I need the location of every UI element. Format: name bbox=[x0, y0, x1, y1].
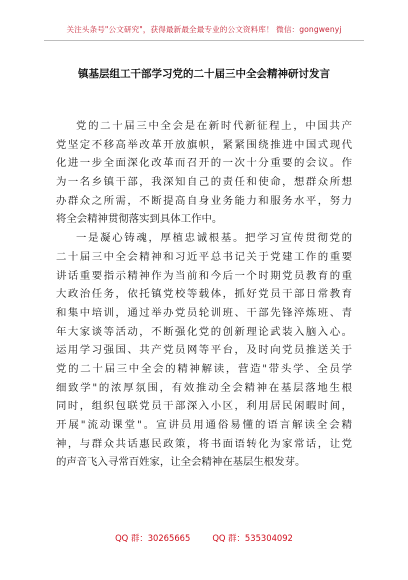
body-line: 运用学习强国、共产党员网等平台，及时向党员推送关于 bbox=[56, 344, 352, 357]
body-line: 开展"流动课堂"。宣讲员用通俗易懂的语言解读全会精 bbox=[56, 419, 352, 431]
body-line: 将全会精神贯彻落实到具体工作中。 bbox=[56, 213, 223, 226]
footer-qq-group-2: QQ 群：535304092 bbox=[212, 533, 293, 543]
body-line: 讲话重要指示精神作为当前和今后一个时期党员教育的重 bbox=[56, 269, 352, 282]
body-line: 党坚定不移高举改革开放旗帜，紧紧围绕推进中国式现代 bbox=[56, 138, 352, 151]
footer-qq-group-1: QQ 群：30265665 bbox=[115, 533, 191, 543]
body-line: 的声音飞入寻常百姓家，让全会精神在基层生根发芽。 bbox=[56, 456, 306, 469]
body-line: 一是凝心铸魂，厚植忠诚根基。把学习宣传贯彻党的 bbox=[76, 232, 352, 245]
body-line: 为一名乡镇干部，我深知自己的责任和使命，想群众所想 bbox=[56, 176, 352, 189]
body-line: 同时，组织包联党员干部深入小区，利用居民闲暇时间， bbox=[56, 400, 352, 413]
body-line: 办群众之所需，不断提高自身业务能力和服务水平，努力 bbox=[56, 194, 352, 207]
footer-contact bbox=[0, 532, 408, 544]
body-line: 神，与群众共话惠民政策，将书面语转化为家常话，让党 bbox=[56, 437, 352, 450]
body-line: 和集中培训，通过举办党员轮训班、干部先锋淬炼班、青 bbox=[56, 306, 352, 319]
body-line: 化进一步全面深化改革而召开的一次十分重要的会议。作 bbox=[56, 157, 352, 170]
body-line: 党的二十届三中全会是在新时代新征程上，中国共产 bbox=[76, 120, 352, 132]
body-line: 党的二十届三中全会的精神解读，营造"带头学、全员学 bbox=[56, 362, 352, 375]
header-divider bbox=[44, 40, 364, 41]
header-banner: 关注头条号"公文研究"，获得最新最全最专业的公文资料库！ 微信：gongwenyj bbox=[66, 25, 342, 34]
body-line: 大政治任务，依托镇党校等载体，抓好党员干部日常教育 bbox=[56, 288, 352, 301]
document-title: 镇基层组工干部学习党的二十届三中全会精神研讨发言 bbox=[78, 68, 330, 80]
document-body bbox=[56, 117, 352, 472]
body-line: 细致学"的浓厚氛围，有效推动全会精神在基层落地生根 bbox=[56, 381, 352, 394]
body-line: 年大家谈等活动，不断强化党的创新理论武装入脑入心。 bbox=[56, 325, 352, 338]
body-line: 二十届三中全会精神和习近平总书记关于党建工作的重要 bbox=[56, 250, 352, 263]
